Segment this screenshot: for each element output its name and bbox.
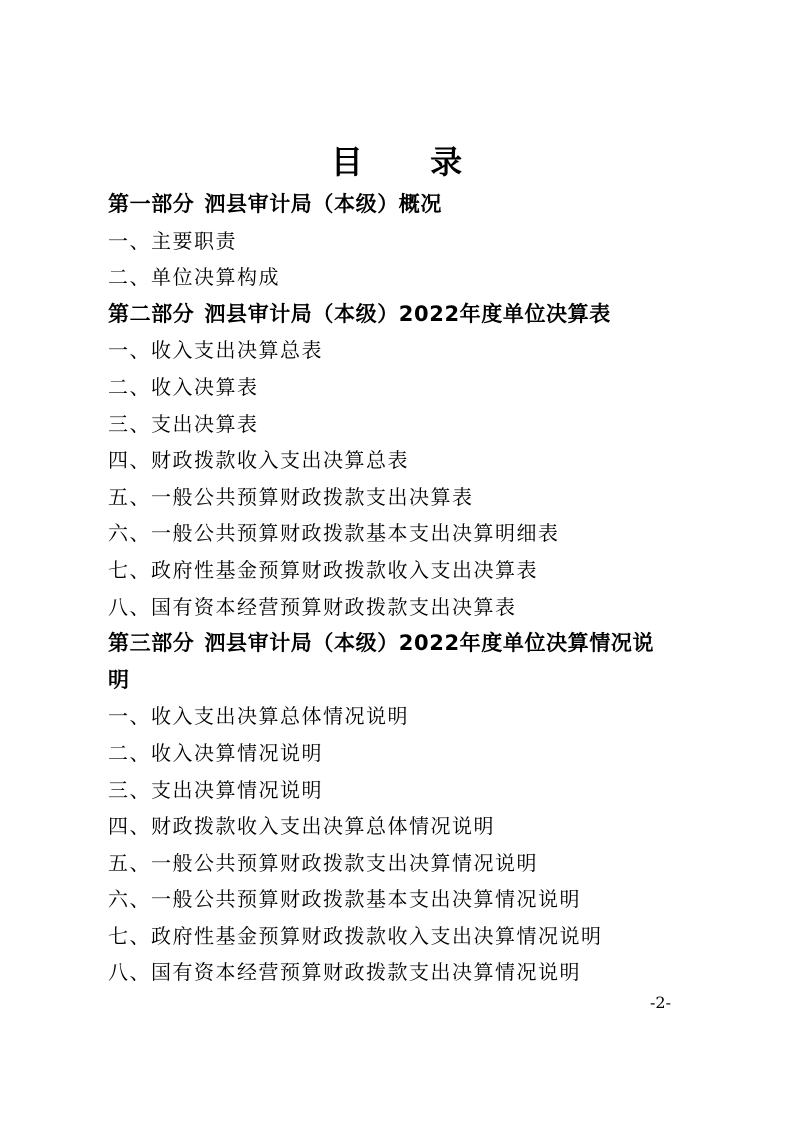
part-label: 第三部分 [108, 631, 195, 656]
part-title: 泗县审计局（本级）2022年度单位决算表 [204, 301, 611, 326]
toc-item: 六、一般公共预算财政拨款基本支出决算明细表 [108, 521, 560, 546]
toc-item: 五、一般公共预算财政拨款支出决算表 [108, 484, 474, 509]
toc-item: 四、财政拨款收入支出决算总体情况说明 [108, 814, 495, 839]
toc-item: 二、收入决算表 [108, 374, 259, 399]
page-number: -2- [650, 993, 671, 1012]
page-title: 目 录 [330, 143, 491, 181]
toc-item: 八、国有资本经营预算财政拨款支出决算表 [108, 594, 517, 619]
part-label: 第二部分 [108, 301, 195, 326]
toc-item: 一、收入支出决算总体情况说明 [108, 704, 409, 729]
toc-part-heading [108, 625, 708, 662]
toc-item: 二、单位决算构成 [108, 265, 280, 290]
toc-item: 三、支出决算情况说明 [108, 777, 323, 802]
toc-part-heading [108, 186, 708, 223]
toc-item: 四、财政拨款收入支出决算总表 [108, 448, 409, 473]
part-label: 第一部分 [108, 192, 195, 216]
toc-item: 一、主要职责 [108, 228, 237, 253]
part-title: 泗县审计局（本级）概况 [204, 192, 443, 216]
toc-item: 七、政府性基金预算财政拨款收入支出决算表 [108, 557, 538, 582]
toc-item: 一、收入支出决算总表 [108, 338, 323, 363]
table-of-contents [108, 186, 708, 991]
toc-item: 二、收入决算情况说明 [108, 740, 323, 765]
toc-item: 六、一般公共预算财政拨款基本支出决算情况说明 [108, 887, 581, 912]
part-title: 泗县审计局（本级）2022年度单位决算情况说 [204, 631, 655, 656]
toc-part-heading-continued: 明 [108, 667, 130, 692]
toc-item: 八、国有资本经营预算财政拨款支出决算情况说明 [108, 960, 581, 985]
toc-item: 三、支出决算表 [108, 411, 259, 436]
toc-item: 五、一般公共预算财政拨款支出决算情况说明 [108, 850, 538, 875]
toc-part-heading [108, 296, 708, 333]
toc-item: 七、政府性基金预算财政拨款收入支出决算情况说明 [108, 923, 603, 948]
